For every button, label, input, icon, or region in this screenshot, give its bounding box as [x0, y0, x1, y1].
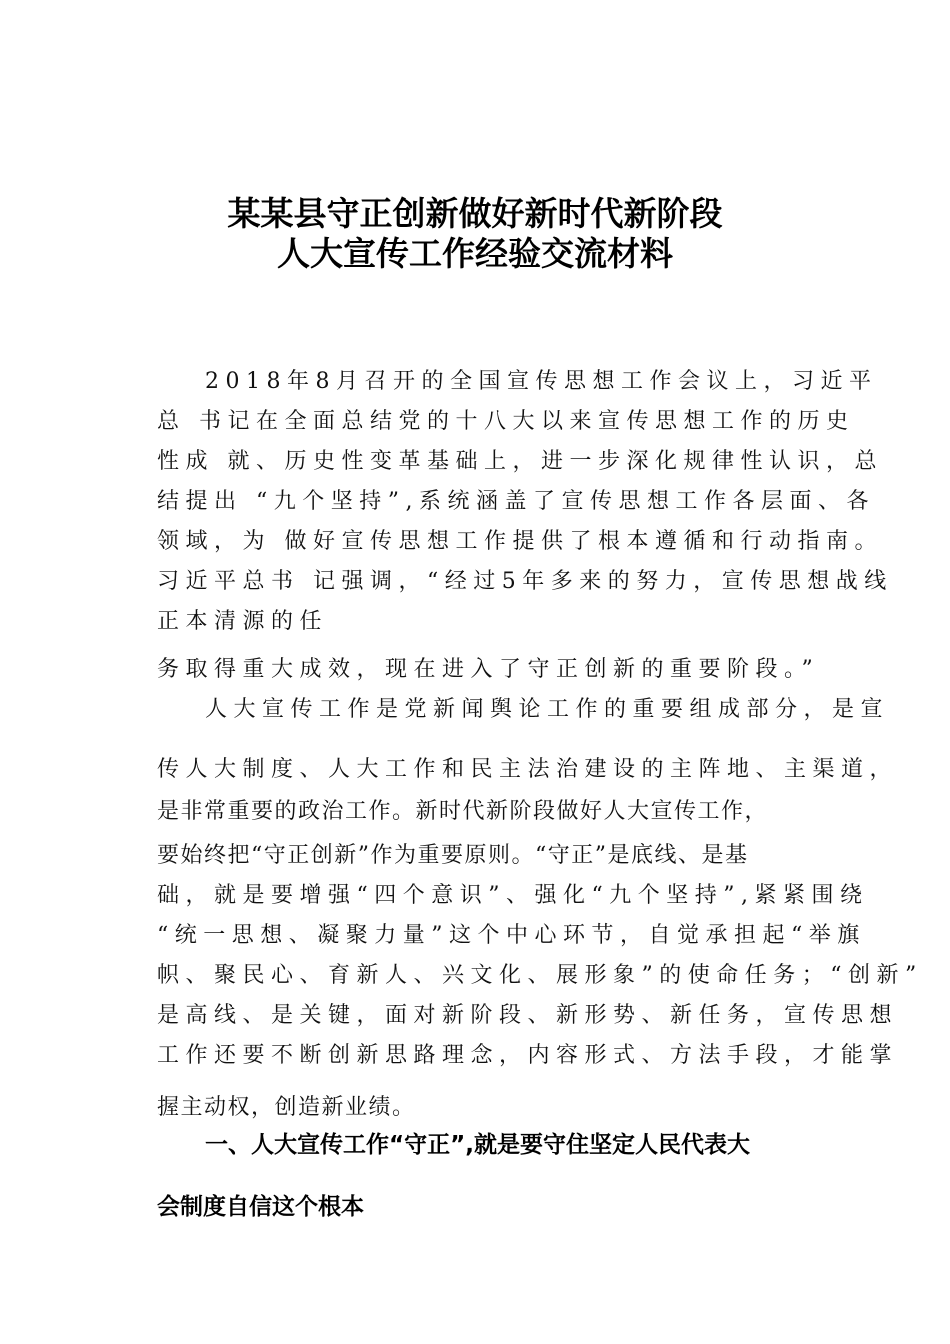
paragraph-2-line-6: “统一思想、凝聚力量”这个中心环节，自觉承担起“举旗 [157, 923, 866, 948]
paragraph-1-line-6: 习近平总书 记强调，“经过5年多来的努力，宣传思想战线 [157, 569, 893, 594]
document-title-line-1: 某某县守正创新做好新时代新阶段 [227, 194, 723, 233]
paragraph-2-line-7: 帜、聚民心、育新人、兴文化、展形象”的使命任务；“创新” [157, 963, 923, 988]
paragraph-1-line-4: 结提出 “九个坚持”,系统涵盖了宣传思想工作各层面、各 [157, 489, 875, 514]
paragraph-2-line-3: 是非常重要的政治工作。新时代新阶段做好人大宣传工作， [157, 799, 769, 824]
paragraph-1-line-1: 2018年8月召开的全国宣传思想工作会议上，习近平 [205, 369, 878, 394]
paragraph-2-line-4: 要始终把“守正创新”作为重要原则。“守正”是底线、是基 [157, 843, 749, 868]
document-title-line-2: 人大宣传工作经验交流材料 [277, 234, 673, 273]
section-heading-line-2: 会制度自信这个根本 [157, 1194, 364, 1220]
paragraph-1-line-7: 正本清源的任 [157, 609, 329, 634]
paragraph-2-line-5: 础，就是要增强“四个意识”、强化“九个坚持”,紧紧围绕 [157, 883, 869, 908]
paragraph-2-line-8: 是高线、是关键，面对新阶段、新形势、新任务，宣传思想 [157, 1003, 899, 1028]
paragraph-1-line-8: 务取得重大成效，现在进入了守正创新的重要阶段。” [157, 657, 820, 682]
paragraph-1-line-5: 领域，为 做好宣传思想工作提供了根本遵循和行动指南。 [157, 529, 883, 554]
paragraph-2-line-10: 握主动权，创造新业绩。 [157, 1095, 416, 1120]
paragraph-2-line-2: 传人大制度、人大工作和民主法治建设的主阵地、主渠道， [157, 757, 899, 782]
paragraph-1-line-3: 性成 就、历史性变革基础上，进一步深化规律性认识，总 [157, 449, 883, 474]
paragraph-2-line-1: 人大宣传工作是党新闻舆论工作的重要组成部分，是宣 [205, 697, 890, 722]
paragraph-2-line-9: 工作还要不断创新思路理念，内容形式、方法手段，才能掌 [157, 1043, 899, 1068]
paragraph-1-line-2: 总 书记在全面总结党的十八大以来宣传思想工作的历史 [157, 409, 855, 434]
section-heading-line-1: 一、人大宣传工作“守正”,就是要守住坚定人民代表大 [205, 1132, 750, 1158]
